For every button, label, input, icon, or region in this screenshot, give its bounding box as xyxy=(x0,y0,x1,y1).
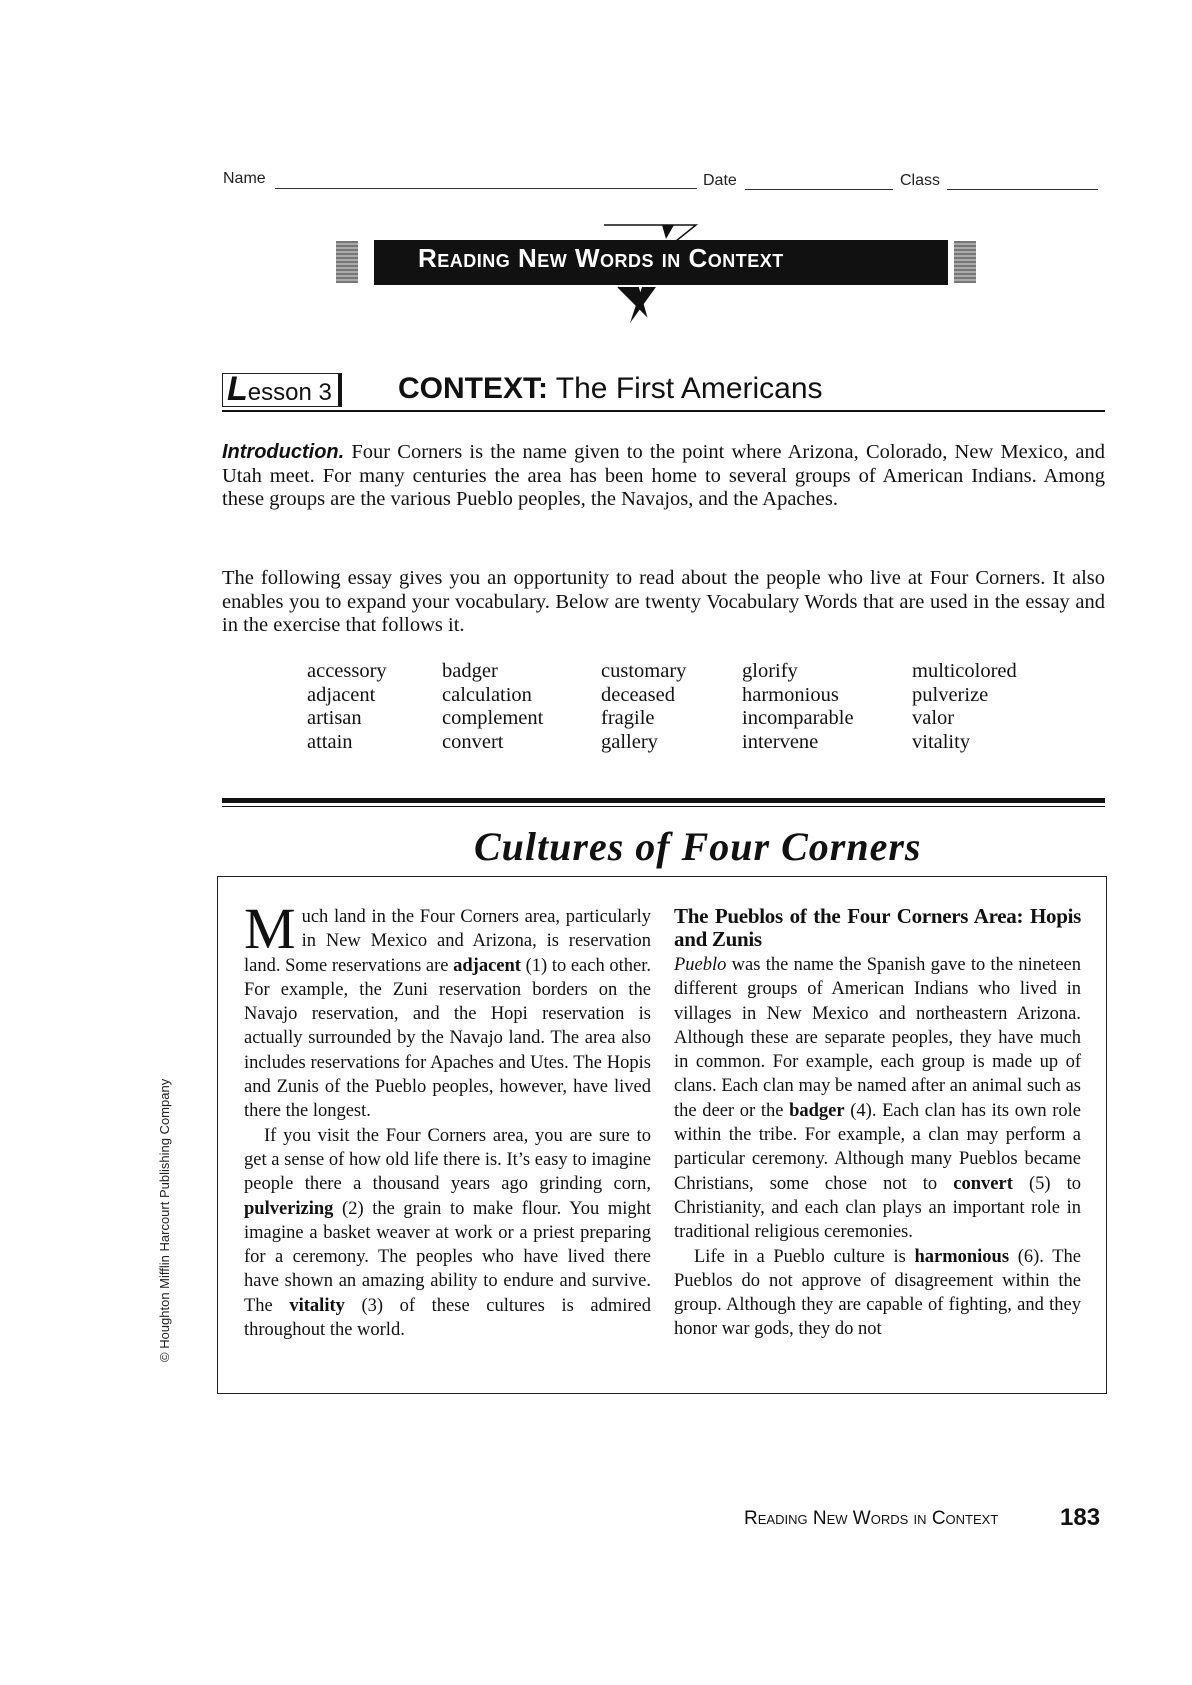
vocab-word: artisan xyxy=(307,707,362,729)
essay-left-column xyxy=(244,896,651,1342)
banner-title: Reading New Words in Context xyxy=(418,243,784,273)
banner-left-block xyxy=(336,241,358,283)
vocab-word: intervene xyxy=(742,730,819,753)
essay-right-column xyxy=(674,905,1081,1342)
class-label: Class xyxy=(900,172,941,189)
vocab-word: adjacent xyxy=(307,683,376,706)
vocab-column-5 xyxy=(912,660,1017,754)
introduction-text: Four Corners is the name given to the point where Arizona, Colorado, New Mexico, and Utah meet. For many centuries the area has been home to several groups of American Indians. Among these groups are the various Pueblo peoples, the Navajos, and the Apaches. xyxy=(222,441,1105,510)
vocab-word: vitality xyxy=(912,730,971,753)
introduction-lead: Introduction. xyxy=(222,441,345,463)
context-label: CONTEXT: xyxy=(398,372,548,405)
vocab-word: badger xyxy=(442,660,498,682)
vocab-column-4 xyxy=(742,660,854,754)
vocab-term: convert xyxy=(953,1173,1013,1194)
vocab-word: fragile xyxy=(601,707,655,729)
section-subhead: The Pueblos of the Four Corners Area: Hopis and Zunis xyxy=(674,904,1081,951)
vocab-word: harmonious xyxy=(742,683,839,706)
page-number: 183 xyxy=(1060,1504,1101,1531)
essay-text: (1) to each other. For example, the Zuni reservation borders on the Navajo reservation, and the Hopi reservation is actually surrounded by the Navajo land. The area also includes reservations for Apaches and Utes. The Hopis and Zunis of the Pueblo peoples, however, have lived there the longest. xyxy=(244,955,651,1122)
vocab-word: complement xyxy=(442,707,544,729)
vocab-word: calculation xyxy=(442,683,532,706)
vocab-term: harmonious xyxy=(914,1246,1010,1267)
context-topic: The First Americans xyxy=(548,372,823,405)
class-line[interactable] xyxy=(947,189,1098,190)
vocab-word: deceased xyxy=(601,683,675,706)
vocab-term: badger xyxy=(789,1100,845,1121)
vocab-word: valor xyxy=(912,707,955,729)
lesson-first-letter: L xyxy=(227,370,248,408)
banner-right-block xyxy=(954,241,976,283)
essay-text: (2) the grain to make flour. You might imagine a basket weaver at work or a priest preparing for a ceremony. The peoples who have lived there have shown an amazing ability to endure and survive. The xyxy=(244,1198,651,1316)
essay-paragraph xyxy=(674,1245,1081,1342)
essay-text: Life in a Pueblo culture is xyxy=(694,1246,915,1267)
name-line[interactable] xyxy=(275,188,697,189)
essay-title: Cultures of Four Corners xyxy=(474,824,922,869)
drop-cap: M xyxy=(244,896,296,961)
essay-rule-thin xyxy=(222,806,1105,807)
essay-text: was the name the Spanish gave to the nineteen different groups of American Indians who lived in villages in New Mexico and northeastern Arizona. Although these are separate peoples, they have much in common. For example, each group is made up of clans. Each clan may be named after an animal such as the deer or the xyxy=(674,955,1081,1121)
heading-rule xyxy=(222,410,1105,412)
essay-paragraph xyxy=(674,953,1081,1245)
vocabulary-intro-paragraph: The following essay gives you an opportunity to read about the people who live at Four Corners. It also enables you to expand your vocabulary. Below are twenty Vocabulary Words that are used in the essay and in the exercise that follows it. xyxy=(222,567,1105,636)
vocab-column-3 xyxy=(601,660,686,754)
italic-term: Pueblo xyxy=(674,955,727,975)
essay-paragraph xyxy=(244,1124,651,1343)
vocab-term: vitality xyxy=(289,1295,345,1316)
vocab-word: multicolored xyxy=(912,660,1017,682)
essay-text: (5) to Christianity, and each clan plays an important role in traditional religious ceremonies. xyxy=(674,1173,1082,1243)
vocab-word: gallery xyxy=(601,730,658,753)
essay-text: (4). Each clan has its own role within the tribe. For example, a clan may perform a particular ceremony. Although many Pueblos became Christians, some chose not to xyxy=(674,1100,1081,1194)
publisher-credit: © Houghton Mifflin Harcourt Publishing Company xyxy=(157,1078,172,1362)
vocab-word: accessory xyxy=(307,660,387,682)
vocab-word: attain xyxy=(307,730,353,753)
introduction-paragraph xyxy=(222,441,1105,512)
essay-text: If you visit the Four Corners area, you are sure to get a sense of how old life there is. It’s easy to imagine people there a thousand years ago grinding corn, xyxy=(244,1125,651,1195)
vocab-word: incomparable xyxy=(742,707,854,729)
essay-paragraph xyxy=(244,896,651,1124)
date-label: Date xyxy=(703,172,737,189)
banner xyxy=(330,215,998,325)
vocab-word: glorify xyxy=(742,660,798,682)
vocab-word: pulverize xyxy=(912,683,989,706)
vocab-column-1 xyxy=(307,660,387,754)
lesson-box xyxy=(222,370,342,408)
vocab-term: adjacent xyxy=(453,955,521,976)
vocab-column-2 xyxy=(442,660,543,754)
essay-rule-thick xyxy=(222,798,1105,803)
vocab-word: customary xyxy=(601,660,687,682)
essay-text: (3) of these cultures is admired throughout the world. xyxy=(244,1295,651,1341)
lesson-number: esson 3 xyxy=(247,379,332,406)
vocab-word: convert xyxy=(442,730,504,753)
name-label: Name xyxy=(223,170,266,187)
date-line[interactable] xyxy=(745,189,893,190)
essay-text: uch land in the Four Corners area, particularly in New Mexico and Arizona, is reservation land. Some reservations are xyxy=(244,907,651,976)
vocab-term: pulverizing xyxy=(244,1198,334,1219)
footer-title: Reading New Words in Context xyxy=(744,1508,999,1529)
page-title xyxy=(398,372,823,406)
essay-text: (6). The Pueblos do not approve of disagreement within the group. Although they are capable of fighting, and they honor war gods, they do not xyxy=(674,1246,1081,1340)
